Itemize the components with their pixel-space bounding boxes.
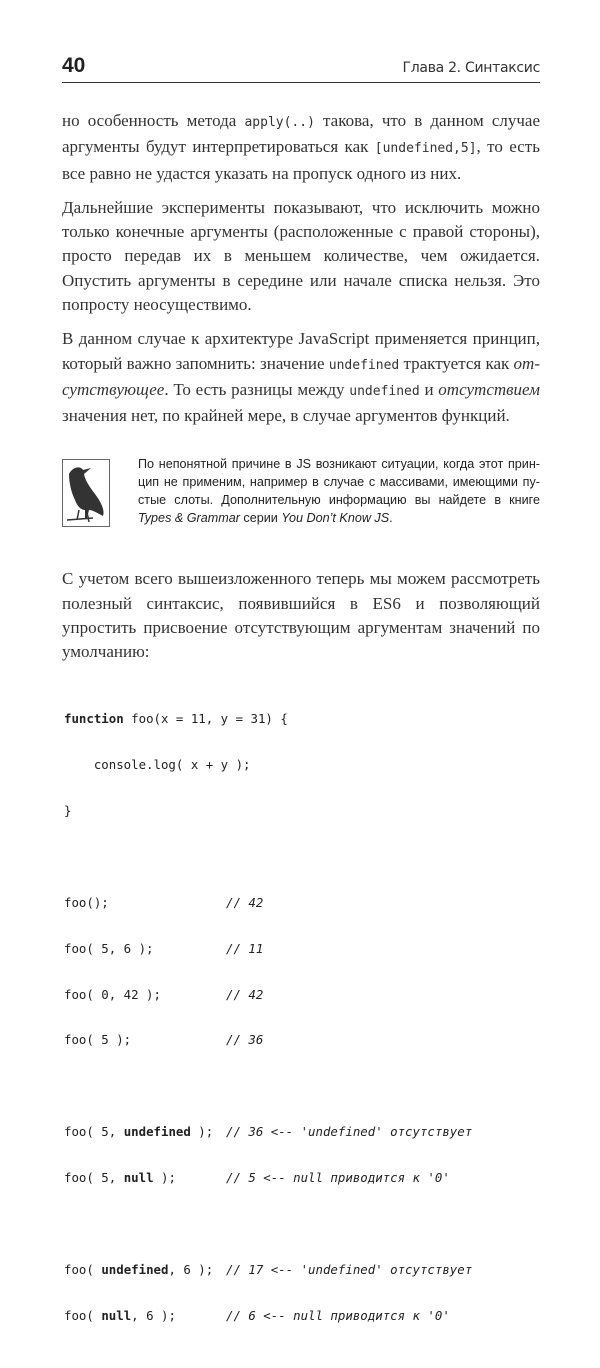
code-text: foo( 0, 42 ); — [64, 986, 161, 1002]
text: и — [419, 379, 439, 399]
code-text: foo( 5, — [64, 1170, 124, 1186]
text: трактуется как — [399, 353, 514, 373]
keyword: null — [101, 1307, 132, 1323]
code-line — [64, 711, 540, 726]
code-comment: // 11 — [226, 940, 264, 956]
inline-code: [undefined,5] — [374, 141, 477, 157]
text: В данном случае к архитектуре JavaScript применяется принцип, который важно запомнить: значение — [62, 329, 540, 373]
inline-code: apply(..) — [244, 115, 315, 130]
text: такова, что в данном случае аргументы будут интерпретироваться как — [62, 111, 540, 157]
code-call — [64, 1170, 226, 1185]
text: По непонятной причине в JS возникают ситуации, когда этот принцип не применим, например в случае с массивами, имеющими пустые слоты. Дополнительную информацию вы найдете в книге — [138, 456, 540, 507]
note-box — [62, 455, 540, 528]
code-text: foo( — [64, 1261, 102, 1277]
keyword: null — [123, 1170, 154, 1186]
code-line — [64, 895, 540, 910]
code-comment: // 5 <-- null приводится к '0' — [226, 1170, 450, 1186]
code-block — [64, 681, 540, 1339]
code-comment: // 42 — [226, 894, 264, 910]
text: . — [389, 511, 393, 526]
code-comment: // 42 — [226, 986, 264, 1002]
code-text: , 6 ); — [168, 1261, 214, 1277]
code-call — [64, 1308, 226, 1323]
code-text: foo( 5, 6 ); — [64, 940, 154, 956]
book-title: Types & Grammar — [138, 511, 240, 526]
keyword: undefined — [123, 1124, 191, 1140]
text: серии — [239, 511, 282, 526]
code-comment: // 36 <-- 'undefined' отсутствует — [226, 1124, 473, 1140]
paragraph-2: Дальнейшие эксперименты показывают, что исключить можно только конечные аргументы (расположенные с правой стороны), просто передав их в меньшем количестве, чем ожидается. Опустить аргументы в середине или начале списка нельзя. Это попросту неосуществимо. — [62, 197, 540, 315]
code-line — [64, 1308, 540, 1323]
paragraph-3 — [62, 327, 540, 428]
code-text: foo( 5, — [64, 1124, 124, 1140]
code-text: ); — [153, 1170, 176, 1186]
code-text: foo( 5 ); — [64, 1032, 132, 1048]
code-comment: // 6 <-- null приводится к '0' — [226, 1307, 450, 1323]
series-title: You Don’t Know JS — [281, 511, 390, 526]
text: , то есть все равно не удастся указать на пропуск одного из них. — [62, 137, 540, 183]
keyword: undefined — [101, 1261, 169, 1277]
code-text: foo(); — [64, 894, 109, 910]
code-text: , 6 ); — [131, 1307, 176, 1323]
paragraph-1 — [62, 109, 540, 186]
code-text: ); — [190, 1124, 214, 1140]
keyword: function — [64, 711, 124, 727]
code-line: } — [64, 802, 72, 818]
text: но особенность метода — [62, 111, 245, 130]
emphasis: отсутствием — [438, 379, 540, 399]
code-line — [64, 1170, 540, 1185]
inline-code: undefined — [328, 357, 400, 373]
inline-code: undefined — [349, 383, 420, 399]
emphasis: отсутствующее — [62, 353, 540, 399]
code-comment: // 36 — [226, 1032, 264, 1048]
code-line — [64, 1262, 540, 1277]
page-header — [62, 52, 540, 83]
code-comment: // 17 <-- 'undefined' отсутствует — [226, 1261, 473, 1277]
text: значения нет, по крайней мере, в случае аргументов функций. — [62, 406, 510, 426]
paragraph-4: С учетом всего вышеизложенного теперь мы можем рассмотреть полезный синтаксис, появившийся в ES6 и позволяющий упростить присвоение отсутствующим аргументам значений по умолчанию: — [62, 569, 540, 662]
text: . То есть разницы между — [164, 379, 350, 399]
code-call — [64, 1262, 226, 1277]
code-call — [64, 1124, 226, 1139]
chapter-title: Глава 2. Синтаксис — [402, 60, 540, 76]
code-text: foo( — [64, 1307, 102, 1323]
code-text: foo(x = 11, y = 31) { — [123, 711, 288, 727]
code-line — [64, 1124, 540, 1139]
crow-icon — [62, 459, 110, 527]
code-line: console.log( x + y ); — [64, 757, 251, 773]
note-text — [138, 455, 540, 528]
code-line — [64, 987, 540, 1002]
page-number: 40 — [62, 54, 86, 77]
code-line — [64, 1032, 540, 1047]
code-line — [64, 941, 540, 956]
